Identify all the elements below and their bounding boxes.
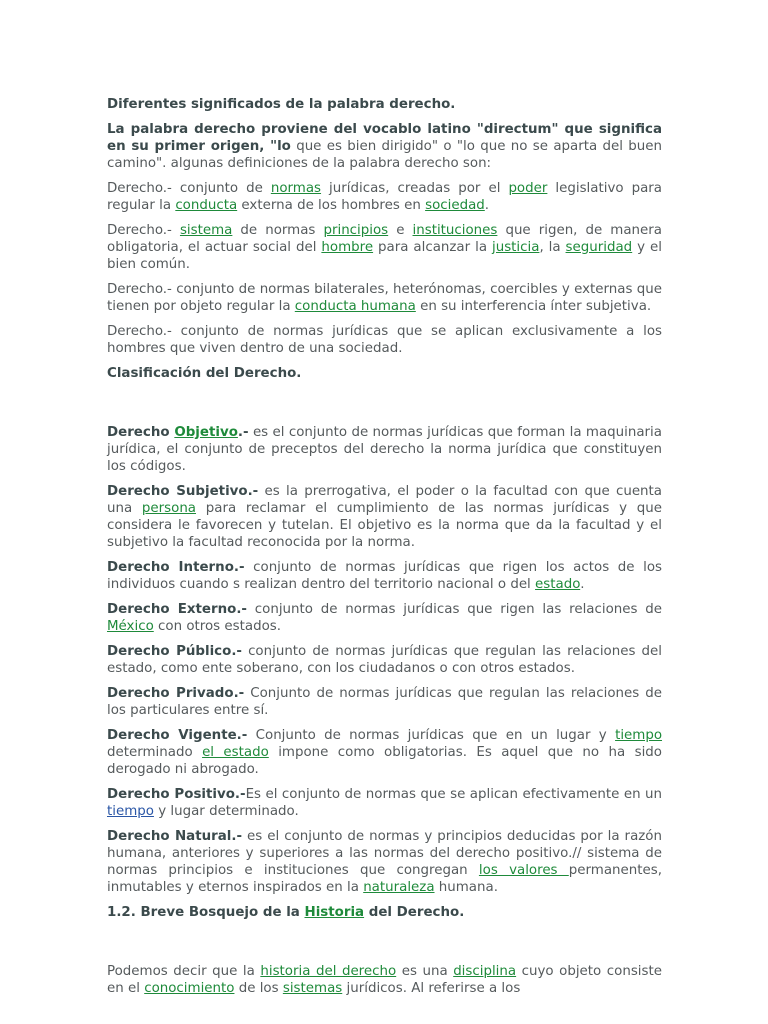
derecho-objetivo: Derecho Objetivo.- es el conjunto de normas jurídicas que forman la maquinaria jurídica, el conjunto de preceptos del derecho la norma jurídica que constituyen los códigos. bbox=[107, 425, 662, 474]
link-instituciones[interactable]: instituciones bbox=[412, 223, 498, 238]
link-objetivo[interactable]: Objetivo bbox=[174, 425, 238, 440]
link-persona[interactable]: persona bbox=[141, 501, 197, 516]
link-poder[interactable]: poder bbox=[508, 181, 548, 196]
link-naturaleza[interactable]: naturaleza bbox=[363, 880, 435, 895]
derecho-positivo: Derecho Positivo.-Es el conjunto de normas que se aplican efectivamente en un tiempo y lugar determinado. bbox=[107, 787, 662, 819]
link-mexico[interactable]: México bbox=[107, 619, 154, 634]
intro-paragraph: La palabra derecho proviene del vocablo latino "directum" que significa en su primer origen, "lo que es bien dirigido" o "lo que no se aparta del buen camino". algunas definiciones de la palabra derecho son: bbox=[107, 122, 662, 171]
link-los-valores[interactable]: los valores bbox=[478, 863, 569, 878]
link-historia[interactable]: Historia bbox=[304, 905, 365, 920]
historia-paragraph: Podemos decir que la historia del derecho es una disciplina cuyo objeto consiste en el conocimiento de los sistemas jurídicos. Al referirse a los bbox=[107, 964, 662, 996]
link-sistemas[interactable]: sistemas bbox=[282, 981, 343, 996]
link-sistema[interactable]: sistema bbox=[179, 223, 233, 238]
derecho-externo: Derecho Externo.- conjunto de normas jurídicas que rigen las relaciones de México con otros estados. bbox=[107, 602, 662, 634]
link-el-estado[interactable]: el estado bbox=[202, 745, 269, 760]
link-conocimiento[interactable]: conocimiento bbox=[144, 981, 235, 996]
derecho-publico: Derecho Público.- conjunto de normas jurídicas que regulan las relaciones del estado, como ente soberano, con los ciudadanos o con otros estados. bbox=[107, 644, 663, 676]
link-historia-del-derecho[interactable]: historia del derecho bbox=[260, 964, 397, 979]
definition-4: Derecho.- conjunto de normas jurídicas que se aplican exclusivamente a los hombres que viven dentro de una sociedad. bbox=[107, 324, 662, 356]
document-body bbox=[107, 96, 662, 1005]
clasificacion-heading: Clasificación del Derecho. bbox=[107, 366, 302, 381]
link-hombre[interactable]: hombre bbox=[321, 240, 374, 255]
link-estado[interactable]: estado bbox=[535, 577, 581, 592]
derecho-natural: Derecho Natural.- es el conjunto de normas y principios deducidas por la razón humana, anteriores y superiores a las normas del derecho positivo.// sistema de normas principios e instituciones que congregan los valores permanentes, inmutables y eternos inspirados en la naturaleza humana. bbox=[107, 829, 662, 895]
link-tiempo[interactable]: tiempo bbox=[615, 728, 663, 743]
bosquejo-heading: 1.2. Breve Bosquejo de la Historia del Derecho. bbox=[107, 905, 465, 920]
link-disciplina[interactable]: disciplina bbox=[453, 964, 517, 979]
derecho-vigente: Derecho Vigente.- Conjunto de normas jurídicas que en un lugar y tiempo determinado el estado impone como obligatorias. Es aquel que no ha sido derogado ni abrogado. bbox=[107, 728, 663, 777]
derecho-interno: Derecho Interno.- conjunto de normas jurídicas que rigen los actos de los individuos cuando s realizan dentro del territorio nacional o del estado. bbox=[107, 560, 662, 592]
derecho-privado: Derecho Privado.- Conjunto de normas jurídicas que regulan las relaciones de los particulares entre sí. bbox=[107, 686, 663, 718]
derecho-subjetivo: Derecho Subjetivo.- es la prerrogativa, el poder o la facultad con que cuenta una persona para reclamar el cumplimiento de las normas jurídicas y que considera le favorecen y tutelan. El objetivo es la norma que da la facultad y el subjetivo la facultad reconocida por la norma. bbox=[107, 484, 662, 550]
definition-1: Derecho.- conjunto de normas jurídicas, creadas por el poder legislativo para regular la conducta externa de los hombres en sociedad. bbox=[107, 181, 662, 213]
link-justicia[interactable]: justicia bbox=[491, 240, 540, 255]
link-principios[interactable]: principios bbox=[323, 223, 389, 238]
link-seguridad[interactable]: seguridad bbox=[565, 240, 633, 255]
spacer bbox=[107, 390, 662, 424]
document-title: Diferentes significados de la palabra derecho. bbox=[107, 97, 456, 112]
definition-3: Derecho.- conjunto de normas bilaterales, heterónomas, coercibles y externas que tienen por objeto regular la conducta humana en su interferencia ínter subjetiva. bbox=[107, 282, 662, 314]
definition-2: Derecho.- sistema de normas principios e instituciones que rigen, de manera obligatoria, el actuar social del hombre para alcanzar la justicia, la seguridad y el bien común. bbox=[107, 223, 662, 272]
link-conducta-humana[interactable]: conducta humana bbox=[294, 299, 416, 314]
link-normas[interactable]: normas bbox=[270, 181, 322, 196]
spacer-2 bbox=[107, 929, 662, 963]
link-sociedad[interactable]: sociedad bbox=[425, 198, 485, 213]
link-tiempo-2[interactable]: tiempo bbox=[107, 804, 154, 819]
link-conducta[interactable]: conducta bbox=[175, 198, 238, 213]
